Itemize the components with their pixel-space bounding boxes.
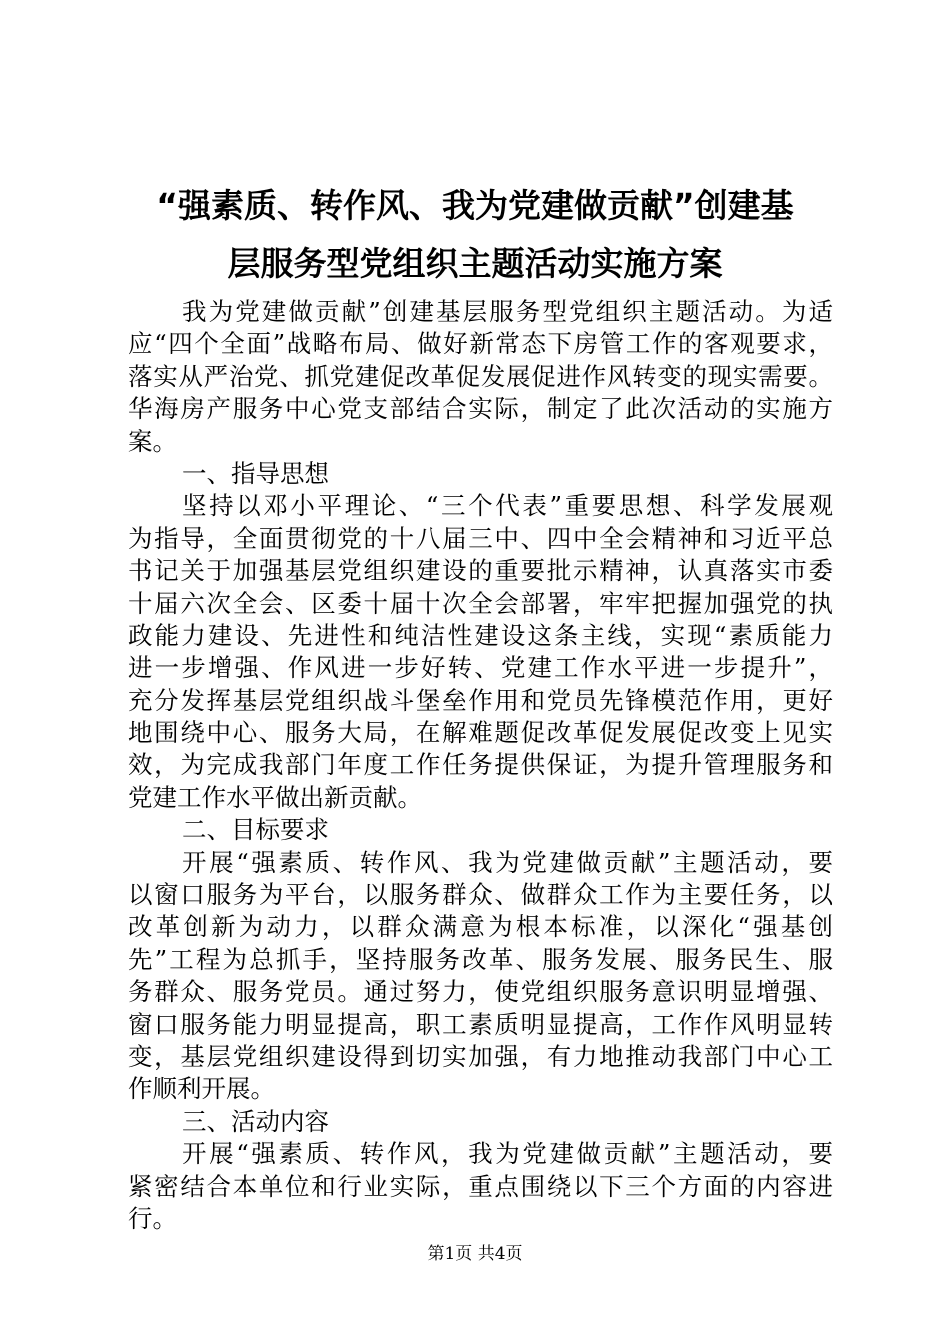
body-line: 紧密结合本单位和行业实际，重点围绕以下三个方面的内容进: [128, 1171, 833, 1201]
body-line: 二、目标要求: [182, 815, 329, 845]
body-line: 书记关于加强基层党组织建设的重要批示精神，认真落实市委: [128, 556, 833, 586]
body-line: 作顺利开展。: [128, 1074, 275, 1104]
body-line: 充分发挥基层党组织战斗堡垒作用和党员先锋模范作用，更好: [128, 685, 833, 715]
document-title-line-1: “强素质、转作风、我为党建做贡献”创建基: [156, 186, 794, 225]
body-line: 坚持以邓小平理论、“三个代表”重要思想、科学发展观: [182, 491, 833, 521]
body-line: 政能力建设、先进性和纯洁性建设这条主线，实现“素质能力: [128, 620, 833, 650]
body-line: 窗口服务能力明显提高，职工素质明显提高，工作作风明显转: [128, 1009, 833, 1039]
body-line: 为指导，全面贯彻党的十八届三中、四中全会精神和习近平总: [128, 523, 833, 553]
body-line: 务群众、服务党员。通过努力，使党组织服务意识明显增强、: [128, 977, 833, 1007]
body-line: 改革创新为动力，以群众满意为根本标准，以深化“强基创: [128, 912, 833, 942]
body-line: 以窗口服务为平台，以服务群众、做群众工作为主要任务，以: [128, 880, 833, 910]
body-line: 先”工程为总抓手，坚持服务改革、服务发展、服务民生、服: [128, 944, 833, 974]
body-line: 进一步增强、作风进一步好转、党建工作水平进一步提升”，: [128, 653, 833, 683]
body-line: 开展“强素质、转作风、我为党建做贡献”主题活动，要: [182, 847, 833, 877]
page-footer: 第1页 共4页: [427, 1244, 523, 1264]
document-body: [128, 296, 833, 1235]
body-line: 地围绕中心、服务大局，在解难题促改革促发展促改变上见实: [128, 718, 833, 748]
body-line: 三、活动内容: [182, 1106, 329, 1136]
body-line: 应“四个全面”战略布局、做好新常态下房管工作的客观要求，: [128, 329, 833, 359]
body-line: 一、指导思想: [182, 458, 329, 488]
body-line: 党建工作水平做出新贡献。: [128, 782, 422, 812]
body-line: 华海房产服务中心党支部结合实际，制定了此次活动的实施方: [128, 394, 833, 424]
body-line: 我为党建做贡献”创建基层服务型党组织主题活动。为适: [182, 297, 833, 326]
document-title-line-2: 层服务型党组织主题活动实施方案: [227, 244, 723, 283]
body-line: 效，为完成我部门年度工作任务提供保证，为提升管理服务和: [128, 750, 833, 780]
body-line: 落实从严治党、抓党建促改革促发展促进作风转变的现实需要。: [128, 361, 833, 391]
body-line: 行。: [128, 1203, 177, 1233]
body-line: 开展“强素质、转作风，我为党建做贡献”主题活动，要: [182, 1139, 833, 1169]
body-line: 变，基层党组织建设得到切实加强，有力地推动我部门中心工: [128, 1041, 833, 1071]
body-line: 十届六次全会、区委十届十次全会部署，牢牢把握加强党的执: [128, 588, 833, 618]
body-line: 案。: [128, 426, 177, 456]
